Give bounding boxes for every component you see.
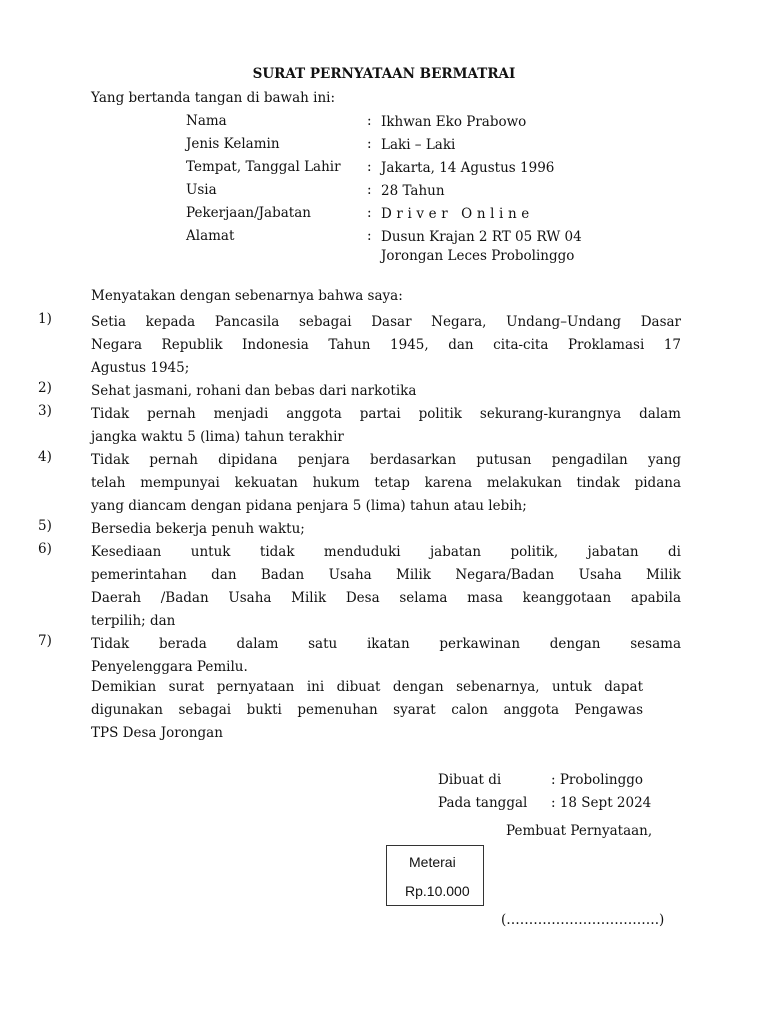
identity-label: Pekerjaan/Jabatan <box>186 205 311 221</box>
place-label: Dibuat di <box>438 772 502 788</box>
list-item-text <box>91 311 681 380</box>
identity-colon: : <box>367 182 372 198</box>
identity-label: Usia <box>186 182 217 198</box>
stamp-box <box>386 845 484 906</box>
list-item-line: yang diancam dengan pidana penjara 5 (lima) tahun atau lebih; <box>91 498 527 514</box>
identity-label: Alamat <box>186 228 235 244</box>
identity-value <box>381 113 526 132</box>
list-item-text <box>91 518 681 541</box>
list-item-line: jangka waktu 5 (lima) tahun terakhir <box>91 429 344 445</box>
list-item-line: Tidak pernah menjadi anggota partai politik sekurang-kurangnya dalam <box>91 406 681 422</box>
closing-line: Demikian surat pernyataan ini dibuat dengan sebenarnya, untuk dapat <box>91 679 643 695</box>
identity-colon: : <box>367 136 372 152</box>
identity-label: Nama <box>186 113 227 129</box>
list-item-number: 1) <box>38 311 52 327</box>
identity-value <box>381 182 445 201</box>
list-item-number: 3) <box>38 403 52 419</box>
identity-colon: : <box>367 205 372 221</box>
identity-value-line: 28 Tahun <box>381 183 445 199</box>
identity-value <box>381 205 534 224</box>
identity-label: Tempat, Tanggal Lahir <box>186 159 341 175</box>
list-item-line: Tidak pernah dipidana penjara berdasarkan putusan pengadilan yang <box>91 452 681 468</box>
identity-value <box>381 136 455 155</box>
list-item-line: Negara Republik Indonesia Tahun 1945, dan cita-cita Proklamasi 17 <box>91 337 681 353</box>
list-item-text <box>91 449 681 518</box>
list-item-line: Tidak berada dalam satu ikatan perkawinan dengan sesama <box>91 636 681 652</box>
declaration-intro: Menyatakan dengan sebenarnya bahwa saya: <box>91 288 403 304</box>
list-item-line: Penyelenggara Pemilu. <box>91 659 248 675</box>
identity-value-line: Laki – Laki <box>381 137 456 153</box>
closing-paragraph <box>91 676 643 745</box>
signer-label: Pembuat Pernyataan, <box>506 823 653 839</box>
signature-line: (…………………………….) <box>501 912 665 928</box>
list-item-text <box>91 541 681 633</box>
list-item-text <box>91 633 681 679</box>
list-item-number: 2) <box>38 380 52 396</box>
list-item-line: Bersedia bekerja penuh waktu; <box>91 521 305 537</box>
identity-value-line: Dusun Krajan 2 RT 05 RW 04 <box>381 229 582 245</box>
list-item-number: 6) <box>38 541 52 557</box>
list-item-number: 7) <box>38 633 52 649</box>
identity-value-line: Driver Online <box>381 206 534 222</box>
list-item-line: Kesediaan untuk tidak menduduki jabatan politik, jabatan di <box>91 544 681 560</box>
date-label: Pada tanggal <box>438 795 528 811</box>
identity-colon: : <box>367 113 372 129</box>
identity-colon: : <box>367 228 372 244</box>
identity-value-line: Jakarta, 14 Agustus 1996 <box>381 160 555 176</box>
closing-line: TPS Desa Jorongan <box>91 725 223 741</box>
place-value: : Probolinggo <box>551 772 644 788</box>
list-item-number: 5) <box>38 518 52 534</box>
list-item-line: Setia kepada Pancasila sebagai Dasar Negara, Undang–Undang Dasar <box>91 314 681 330</box>
identity-value <box>381 159 554 178</box>
identity-colon: : <box>367 159 372 175</box>
identity-value <box>381 228 582 266</box>
list-item-line: Sehat jasmani, rohani dan bebas dari narkotika <box>91 383 417 399</box>
closing-line: digunakan sebagai bukti pemenuhan syarat calon anggota Pengawas <box>91 702 643 718</box>
list-item-line: Daerah /Badan Usaha Milik Desa selama masa keanggotaan apabila <box>91 590 681 606</box>
document-title: SURAT PERNYATAAN BERMATRAI <box>252 66 516 82</box>
list-item-text <box>91 403 681 449</box>
intro-text: Yang bertanda tangan di bawah ini: <box>91 90 336 106</box>
list-item-text <box>91 380 681 403</box>
list-item-number: 4) <box>38 449 52 465</box>
list-item-line: pemerintahan dan Badan Usaha Milik Negara/Badan Usaha Milik <box>91 567 681 583</box>
identity-label: Jenis Kelamin <box>186 136 280 152</box>
identity-value-line: Ikhwan Eko Prabowo <box>381 114 527 130</box>
stamp-label: Meterai <box>409 854 456 870</box>
date-value: : 18 Sept 2024 <box>551 795 652 811</box>
list-item-line: terpilih; dan <box>91 613 176 629</box>
stamp-amount: Rp.10.000 <box>405 883 470 899</box>
list-item-line: Agustus 1945; <box>91 360 190 376</box>
list-item-line: telah mempunyai kekuatan hukum tetap karena melakukan tindak pidana <box>91 475 681 491</box>
identity-value-line: Jorongan Leces Probolinggo <box>381 248 575 264</box>
